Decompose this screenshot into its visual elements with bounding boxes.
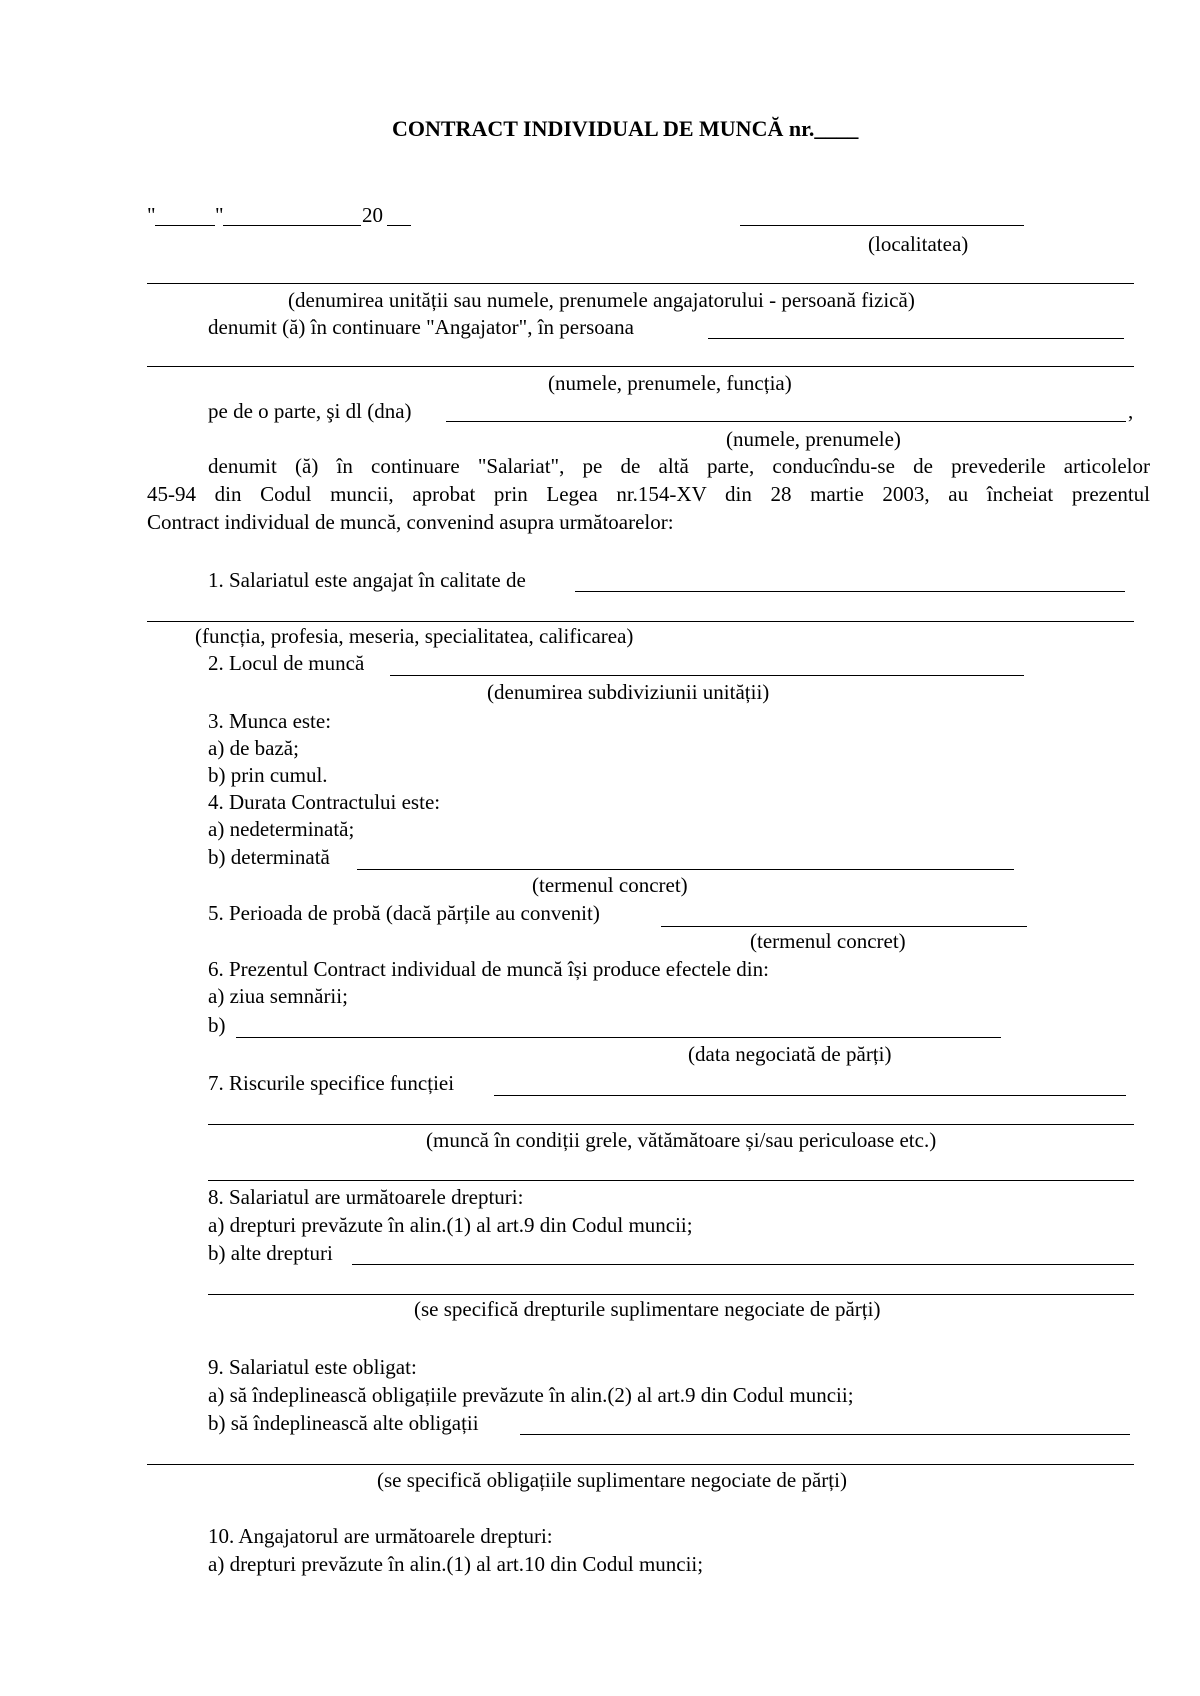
clause-4: 4. Durata Contractului este: xyxy=(208,790,441,814)
clause-9: 9. Salariatul este obligat: xyxy=(208,1355,417,1379)
clause-6: 6. Prezentul Contract individual de muncă își produce efectele din: xyxy=(208,957,769,981)
clause-6b: b) xyxy=(208,1013,226,1037)
clause-3: 3. Munca este: xyxy=(208,709,332,733)
employer-name-caption: (denumirea unității sau numele, prenumele angajatorului - persoană fizică) xyxy=(288,288,915,312)
employee-name-blank xyxy=(446,421,1126,422)
rights-line xyxy=(208,1294,1134,1295)
intro-paragraph-line-3: Contract individual de muncă, convenind asupra următoarelor: xyxy=(147,510,674,534)
intro-paragraph-line-2: 45-94 din Codul muncii, aprobat prin Legea nr.154-XV din 28 martie 2003, au încheiat prezentul xyxy=(147,482,1150,506)
party-line: pe de o parte, şi dl (dna) xyxy=(208,399,412,423)
obligations-line xyxy=(147,1464,1134,1465)
representative-caption: (numele, prenumele, funcția) xyxy=(548,371,792,395)
position-caption: (funcția, profesia, meseria, specialitatea, calificarea) xyxy=(195,624,634,648)
risk-line-2 xyxy=(208,1180,1134,1181)
clause-4b: b) determinată xyxy=(208,845,330,869)
date-quote-open: " xyxy=(147,203,156,227)
probation-blank xyxy=(661,926,1027,927)
risk-caption: (muncă în condiții grele, vătămătoare și/sau periculoase etc.) xyxy=(426,1128,937,1152)
contract-title: CONTRACT INDIVIDUAL DE MUNCĂ nr.____ xyxy=(392,116,859,141)
day-blank xyxy=(155,225,215,226)
locality-blank xyxy=(740,225,1024,226)
date-quote-close: " xyxy=(215,203,224,227)
intro-paragraph-line-1: denumit (ă) în continuare "Salariat", pe de altă parte, conducîndu-se de prevederile articolelor xyxy=(208,454,1150,478)
employee-name-caption: (numele, prenumele) xyxy=(726,427,901,451)
clause-9a: a) să îndeplinească obligațiile prevăzute în alin.(2) al art.9 din Codul muncii; xyxy=(208,1383,854,1407)
employer-name-line xyxy=(147,283,1134,284)
clause-10a: a) drepturi prevăzute în alin.(1) al art.10 din Codul muncii; xyxy=(208,1552,704,1576)
risk-line xyxy=(208,1124,1134,1125)
clause-6a: a) ziua semnării; xyxy=(208,984,348,1008)
clause-9b: b) să îndeplinească alte obligații xyxy=(208,1411,479,1435)
clause-7: 7. Riscurile specifice funcției xyxy=(208,1071,455,1095)
employer-intro: denumit (ă) în continuare "Angajator", în persoana xyxy=(208,315,634,339)
clause-8a: a) drepturi prevăzute în alin.(1) al art.9 din Codul muncii; xyxy=(208,1213,693,1237)
position-blank xyxy=(575,591,1125,592)
extra-obligations-caption: (se specifică obligațiile suplimentare negociate de părți) xyxy=(377,1468,847,1492)
date-negotiated-caption: (data negociată de părți) xyxy=(688,1042,892,1066)
workplace-blank xyxy=(390,675,1024,676)
locality-caption: (localitatea) xyxy=(868,232,969,256)
rights-blank xyxy=(352,1264,1134,1265)
month-blank xyxy=(223,225,361,226)
party-comma: , xyxy=(1128,399,1134,423)
term-caption-2: (termenul concret) xyxy=(750,929,906,953)
year-blank xyxy=(387,225,411,226)
clause-1: 1. Salariatul este angajat în calitate de xyxy=(208,568,526,592)
term-blank-1 xyxy=(357,869,1014,870)
clause-8b: b) alte drepturi xyxy=(208,1241,333,1265)
position-line xyxy=(147,621,1134,622)
representative-line xyxy=(147,366,1134,367)
representative-blank xyxy=(708,338,1124,339)
clause-3a: a) de bază; xyxy=(208,736,299,760)
clause-10: 10. Angajatorul are următoarele drepturi: xyxy=(208,1524,553,1548)
obligations-blank xyxy=(520,1434,1130,1435)
clause-3b: b) prin cumul. xyxy=(208,763,328,787)
term-caption-1: (termenul concret) xyxy=(532,873,688,897)
clause-8: 8. Salariatul are următoarele drepturi: xyxy=(208,1185,524,1209)
clause-5: 5. Perioada de probă (dacă părțile au convenit) xyxy=(208,901,600,925)
extra-rights-caption: (se specifică drepturile suplimentare negociate de părți) xyxy=(414,1297,881,1321)
clause-4a: a) nedeterminată; xyxy=(208,817,355,841)
subdivision-caption: (denumirea subdiviziunii unității) xyxy=(487,680,770,704)
clause-2: 2. Locul de muncă xyxy=(208,651,365,675)
year-prefix: 20 xyxy=(362,203,383,227)
effective-date-blank xyxy=(236,1037,1001,1038)
risk-blank xyxy=(494,1095,1126,1096)
